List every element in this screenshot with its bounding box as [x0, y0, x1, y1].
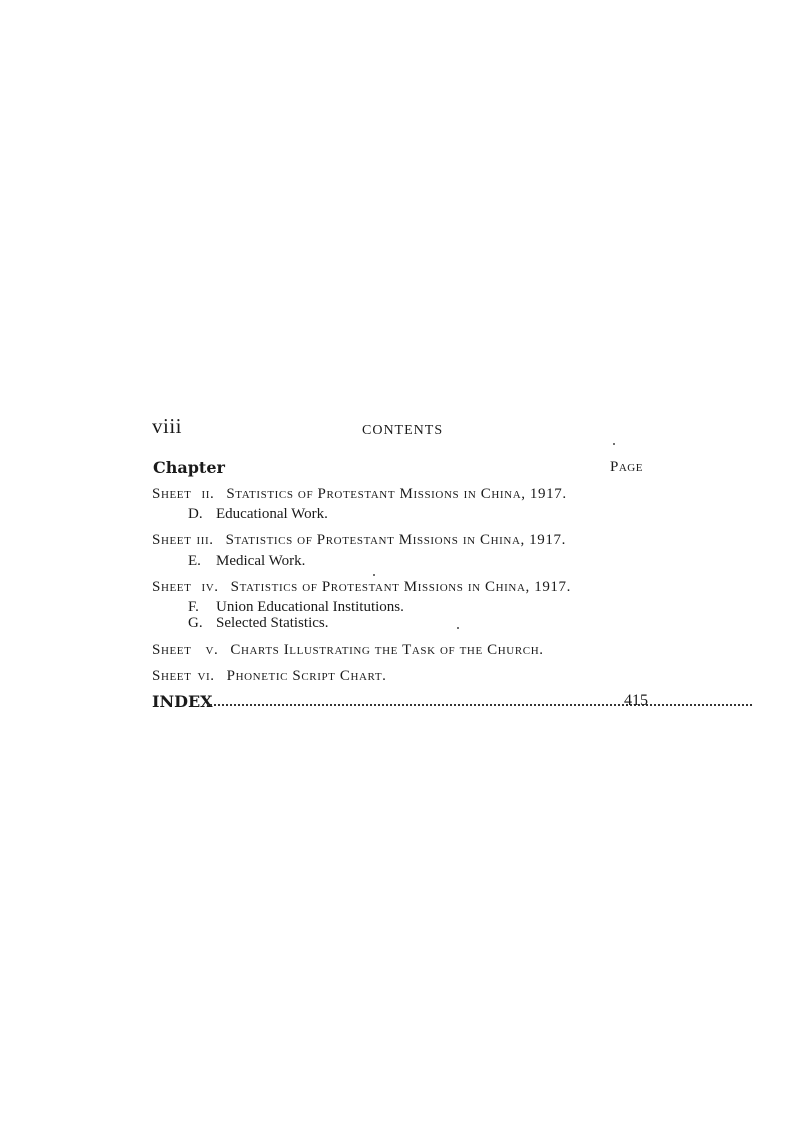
sheet-label: Sheet: [152, 532, 192, 548]
subentry-letter: E.: [188, 553, 201, 569]
sheet-title: Statistics of Protestant Missions in China, 1917.: [225, 532, 566, 548]
print-speck: [373, 574, 375, 576]
sheet-label: Sheet: [152, 668, 192, 684]
toc-subentry-f: [188, 599, 404, 616]
running-title: CONTENTS: [362, 423, 444, 438]
subentry-text: Medical Work.: [216, 553, 306, 569]
sheet-number: v.: [205, 642, 219, 658]
sheet-title: Phonetic Script Chart.: [226, 668, 387, 684]
index-label: INDEX: [152, 692, 213, 711]
chapter-column-heading: Chapter: [153, 458, 225, 477]
subentry-letter: F.: [188, 599, 199, 615]
sheet-number: ii.: [201, 486, 215, 502]
toc-entry-sheet-v: [152, 642, 544, 659]
sheet-title: Statistics of Protestant Missions in China, 1917.: [226, 486, 567, 502]
sheet-number: iv.: [201, 579, 219, 595]
subentry-letter: D.: [188, 506, 203, 522]
dot-leader: [207, 704, 752, 706]
sheet-label: Sheet: [152, 486, 192, 502]
print-speck: [457, 627, 459, 629]
sheet-number: vi.: [197, 668, 215, 684]
subentry-letter: G.: [188, 615, 203, 631]
sheet-label: Sheet: [152, 579, 192, 595]
sheet-number: iii.: [196, 532, 214, 548]
print-speck: [613, 443, 615, 445]
page-number: viii: [152, 414, 183, 438]
toc-entry-sheet-vi: [152, 668, 387, 685]
sheet-title: Charts Illustrating the Task of the Church.: [230, 642, 544, 658]
subentry-text: Educational Work.: [216, 506, 328, 522]
subentry-text: Selected Statistics.: [216, 615, 329, 631]
toc-entry-sheet-ii: [152, 486, 567, 503]
toc-subentry-e: [188, 553, 305, 570]
index-page-number: 415: [624, 692, 648, 709]
toc-subentry-d: [188, 506, 328, 523]
page-column-heading: Page: [610, 459, 643, 475]
sheet-title: Statistics of Protestant Missions in China, 1917.: [230, 579, 571, 595]
sheet-label: Sheet: [152, 642, 192, 658]
toc-entry-sheet-iv: [152, 579, 571, 596]
toc-entry-sheet-iii: [152, 532, 566, 549]
subentry-text: Union Educational Institutions.: [216, 599, 404, 615]
toc-subentry-g: [188, 615, 328, 632]
